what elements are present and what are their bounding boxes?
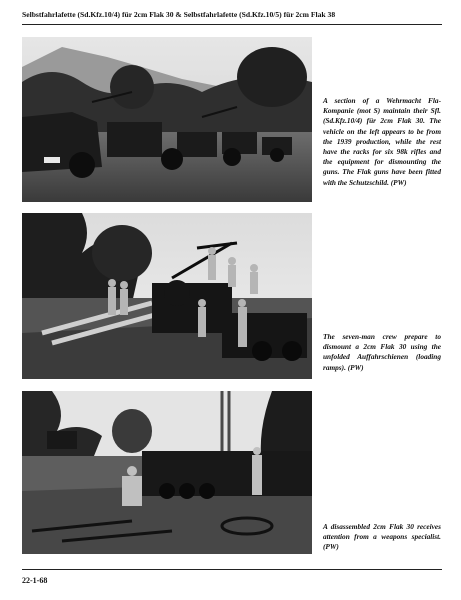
caption-photo-3: A disassembled 2cm Flak 30 receives attention from a weapons specialist. (PW): [323, 522, 441, 552]
photo-disassembled-flak: [22, 391, 312, 554]
footer-rule: [22, 569, 442, 570]
photo-crew-dismount-flak: [22, 213, 312, 379]
photo-flak-company-vehicles: [22, 37, 312, 202]
running-header: Selbstfahrlafette (Sd.Kfz.10/4) für 2cm Flak 30 & Selbstfahrlafette (Sd.Kfz.10/5) für 2cm Flak 38: [22, 10, 336, 19]
header-rule: [22, 24, 442, 25]
caption-photo-1: A section of a Wehrmacht Fla-Kompanie (mot S) maintain their Sfl. (Sd.Kfz.10/4) für 2cm Flak 30. The vehicle on the left appears to be from the 1939 production, while the rest have the racks for six 98k rifles and the equipment for dismounting the guns. The Flak guns have been fitted with the Schutzschild. (PW): [323, 96, 441, 187]
page-number: 22-1-68: [22, 576, 48, 585]
caption-photo-2: The seven-man crew prepare to dismount a 2cm Flak 30 using the unfolded Auffahrschienen (loading ramps). (PW): [323, 332, 441, 372]
